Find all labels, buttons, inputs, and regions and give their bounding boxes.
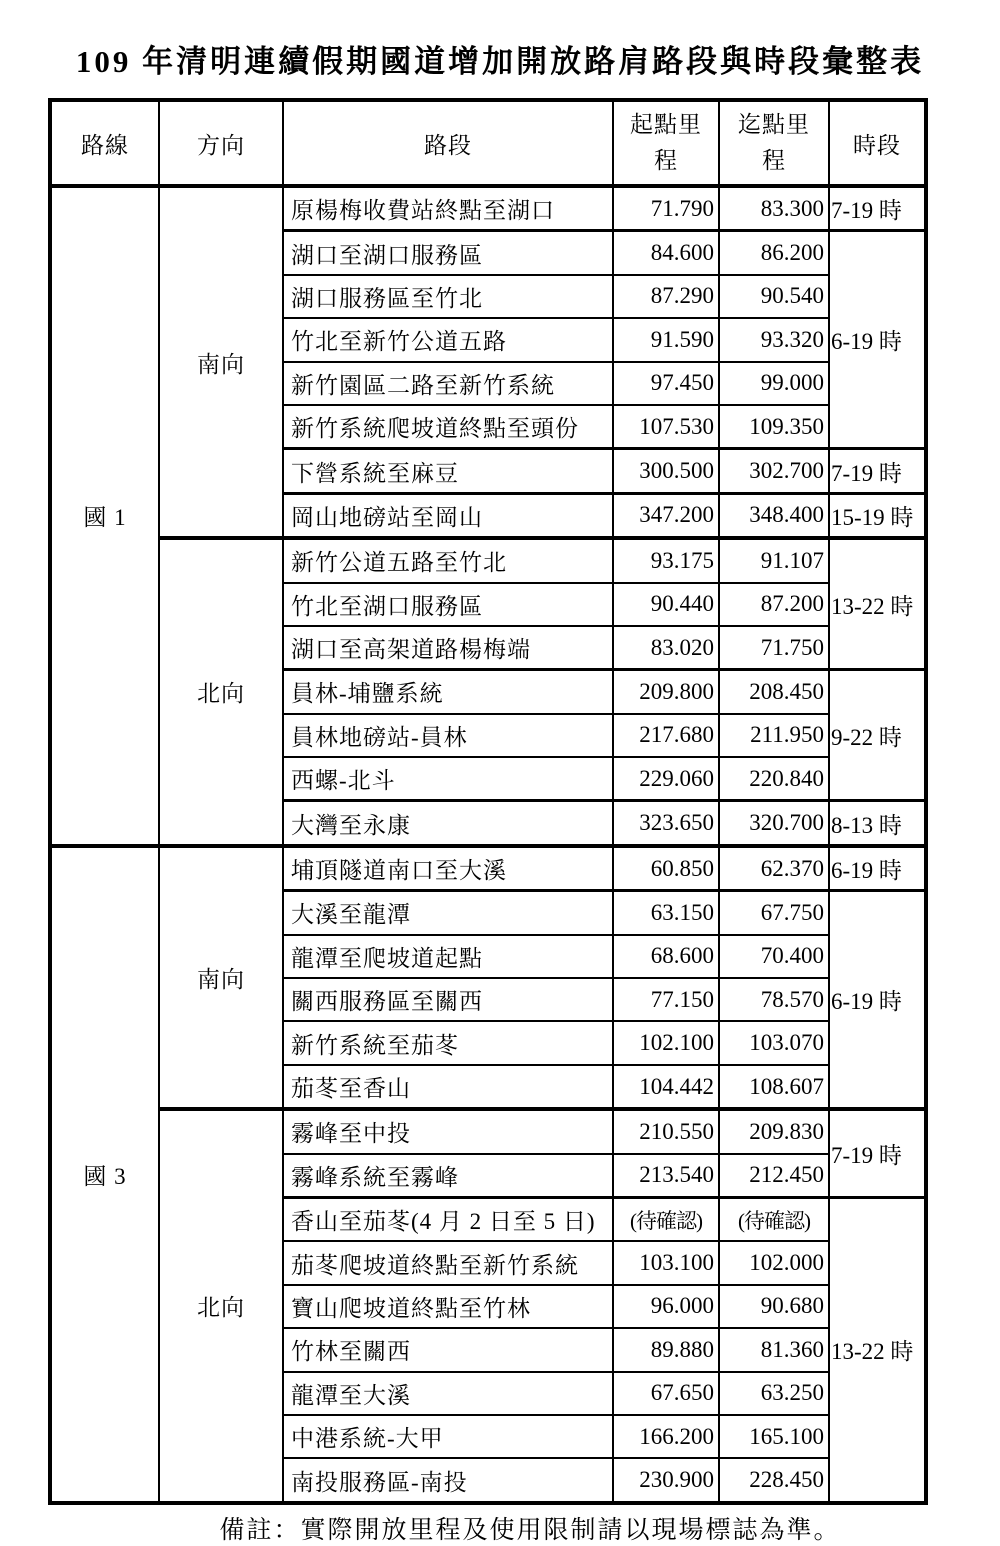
start-mileage-cell: 71.790 bbox=[613, 186, 719, 231]
start-mileage-cell: 63.150 bbox=[613, 891, 719, 935]
header-direction-label: 方向 bbox=[197, 132, 245, 158]
start-mileage-cell: 93.175 bbox=[613, 538, 719, 582]
start-mileage-cell: 60.850 bbox=[613, 846, 719, 891]
start-mileage-cell: 90.440 bbox=[613, 583, 719, 626]
start-mileage-cell: 102.100 bbox=[613, 1021, 719, 1064]
page-title: 109 年清明連續假期國道增加開放路肩路段與時段彙整表 bbox=[75, 44, 925, 79]
time-cell: 6-19 時 bbox=[829, 891, 926, 1109]
section-cell: 大溪至龍潭 bbox=[283, 891, 613, 935]
table-row bbox=[50, 846, 926, 891]
end-mileage-cell: 302.700 bbox=[719, 449, 829, 493]
start-mileage-cell: 84.600 bbox=[613, 231, 719, 275]
end-mileage-cell: 348.400 bbox=[719, 493, 829, 538]
header-section-label: 路段 bbox=[424, 132, 472, 158]
direction-cell: 南向 bbox=[159, 186, 283, 538]
start-mileage-cell: 77.150 bbox=[613, 978, 719, 1021]
end-mileage-cell: 99.000 bbox=[719, 362, 829, 405]
section-cell: 新竹園區二路至新竹系統 bbox=[283, 362, 613, 405]
section-cell: 茄苳至香山 bbox=[283, 1065, 613, 1109]
start-mileage-cell: 209.800 bbox=[613, 670, 719, 714]
end-mileage-cell: 91.107 bbox=[719, 538, 829, 582]
header-time bbox=[829, 100, 926, 186]
start-mileage-cell: 300.500 bbox=[613, 449, 719, 493]
section-cell: 竹北至新竹公道五路 bbox=[283, 318, 613, 361]
table-row bbox=[50, 1109, 926, 1153]
header-section bbox=[283, 100, 613, 186]
section-cell: 香山至茄苳(4 月 2 日至 5 日) bbox=[283, 1197, 613, 1241]
section-cell: 埔頂隧道南口至大溪 bbox=[283, 846, 613, 891]
end-mileage-cell: 62.370 bbox=[719, 846, 829, 891]
direction-cell: 南向 bbox=[159, 846, 283, 1109]
end-mileage-cell: 90.540 bbox=[719, 275, 829, 318]
end-mileage-cell: 83.300 bbox=[719, 186, 829, 231]
route-cell: 國 1 bbox=[50, 186, 159, 846]
time-cell: 9-22 時 bbox=[829, 670, 926, 801]
start-mileage-cell: 217.680 bbox=[613, 714, 719, 757]
section-cell: 下營系統至麻豆 bbox=[283, 449, 613, 493]
end-mileage-cell: 90.680 bbox=[719, 1285, 829, 1328]
section-cell: 中港系統-大甲 bbox=[283, 1415, 613, 1458]
section-cell: 霧峰至中投 bbox=[283, 1109, 613, 1153]
section-cell: 岡山地磅站至岡山 bbox=[283, 493, 613, 538]
start-mileage-cell: 229.060 bbox=[613, 757, 719, 801]
section-cell: 大灣至永康 bbox=[283, 801, 613, 846]
header-end-mileage-label: 迄點里程 bbox=[738, 112, 810, 173]
start-mileage-cell: 323.650 bbox=[613, 801, 719, 846]
time-cell: 13-22 時 bbox=[829, 538, 926, 670]
start-mileage-cell: 96.000 bbox=[613, 1285, 719, 1328]
end-mileage-cell: 320.700 bbox=[719, 801, 829, 846]
header-start-mileage bbox=[613, 100, 719, 186]
end-mileage-cell: 103.070 bbox=[719, 1021, 829, 1064]
section-cell: 員林地磅站-員林 bbox=[283, 714, 613, 757]
header-start-mileage-label: 起點里程 bbox=[630, 112, 702, 173]
end-mileage-cell: (待確認) bbox=[719, 1197, 829, 1241]
end-mileage-cell: 228.450 bbox=[719, 1458, 829, 1502]
section-cell: 龍潭至大溪 bbox=[283, 1372, 613, 1415]
time-cell: 6-19 時 bbox=[829, 231, 926, 449]
header-row bbox=[50, 100, 926, 186]
end-mileage-cell: 70.400 bbox=[719, 935, 829, 978]
summary-table bbox=[48, 98, 928, 1505]
section-cell: 關西服務區至關西 bbox=[283, 978, 613, 1021]
section-cell: 湖口至高架道路楊梅端 bbox=[283, 626, 613, 670]
start-mileage-cell: 91.590 bbox=[613, 318, 719, 361]
start-mileage-cell: 166.200 bbox=[613, 1415, 719, 1458]
direction-cell: 北向 bbox=[159, 1109, 283, 1503]
footnote: 備註：實際開放里程及使用限制請以現場標誌為準。 bbox=[219, 1516, 841, 1544]
header-end-mileage bbox=[719, 100, 829, 186]
end-mileage-cell: 86.200 bbox=[719, 231, 829, 275]
end-mileage-cell: 209.830 bbox=[719, 1109, 829, 1153]
start-mileage-cell: 87.290 bbox=[613, 275, 719, 318]
end-mileage-cell: 165.100 bbox=[719, 1415, 829, 1458]
section-cell: 新竹系統至茄苳 bbox=[283, 1021, 613, 1064]
time-cell: 7-19 時 bbox=[829, 186, 926, 231]
start-mileage-cell: 107.530 bbox=[613, 405, 719, 449]
start-mileage-cell: 213.540 bbox=[613, 1154, 719, 1198]
section-cell: 員林-埔鹽系統 bbox=[283, 670, 613, 714]
end-mileage-cell: 212.450 bbox=[719, 1154, 829, 1198]
start-mileage-cell: 104.442 bbox=[613, 1065, 719, 1109]
start-mileage-cell: 210.550 bbox=[613, 1109, 719, 1153]
section-cell: 湖口至湖口服務區 bbox=[283, 231, 613, 275]
section-cell: 龍潭至爬坡道起點 bbox=[283, 935, 613, 978]
time-cell: 7-19 時 bbox=[829, 449, 926, 493]
table-row bbox=[50, 186, 926, 231]
section-cell: 新竹系統爬坡道終點至頭份 bbox=[283, 405, 613, 449]
direction-cell: 北向 bbox=[159, 538, 283, 846]
end-mileage-cell: 93.320 bbox=[719, 318, 829, 361]
table-body bbox=[50, 186, 926, 1503]
end-mileage-cell: 211.950 bbox=[719, 714, 829, 757]
end-mileage-cell: 71.750 bbox=[719, 626, 829, 670]
start-mileage-cell: 68.600 bbox=[613, 935, 719, 978]
header-route-label: 路線 bbox=[81, 132, 129, 158]
section-cell: 原楊梅收費站終點至湖口 bbox=[283, 186, 613, 231]
section-cell: 竹北至湖口服務區 bbox=[283, 583, 613, 626]
end-mileage-cell: 108.607 bbox=[719, 1065, 829, 1109]
header-time-label: 時段 bbox=[853, 132, 901, 158]
end-mileage-cell: 63.250 bbox=[719, 1372, 829, 1415]
table-row bbox=[50, 538, 926, 582]
section-cell: 竹林至關西 bbox=[283, 1328, 613, 1371]
section-cell: 寶山爬坡道終點至竹林 bbox=[283, 1285, 613, 1328]
section-cell: 南投服務區-南投 bbox=[283, 1458, 613, 1502]
section-cell: 西螺-北斗 bbox=[283, 757, 613, 801]
time-cell: 15-19 時 bbox=[829, 493, 926, 538]
end-mileage-cell: 78.570 bbox=[719, 978, 829, 1021]
time-cell: 7-19 時 bbox=[829, 1109, 926, 1197]
start-mileage-cell: 97.450 bbox=[613, 362, 719, 405]
time-cell: 6-19 時 bbox=[829, 846, 926, 891]
table-header bbox=[50, 100, 926, 186]
end-mileage-cell: 220.840 bbox=[719, 757, 829, 801]
end-mileage-cell: 87.200 bbox=[719, 583, 829, 626]
start-mileage-cell: 103.100 bbox=[613, 1241, 719, 1284]
start-mileage-cell: 89.880 bbox=[613, 1328, 719, 1371]
section-cell: 新竹公道五路至竹北 bbox=[283, 538, 613, 582]
start-mileage-cell: 83.020 bbox=[613, 626, 719, 670]
section-cell: 霧峰系統至霧峰 bbox=[283, 1154, 613, 1198]
section-cell: 湖口服務區至竹北 bbox=[283, 275, 613, 318]
start-mileage-cell: 67.650 bbox=[613, 1372, 719, 1415]
start-mileage-cell: 347.200 bbox=[613, 493, 719, 538]
time-cell: 13-22 時 bbox=[829, 1197, 926, 1502]
end-mileage-cell: 109.350 bbox=[719, 405, 829, 449]
end-mileage-cell: 81.360 bbox=[719, 1328, 829, 1371]
end-mileage-cell: 67.750 bbox=[719, 891, 829, 935]
section-cell: 茄苳爬坡道終點至新竹系統 bbox=[283, 1241, 613, 1284]
header-route bbox=[50, 100, 159, 186]
time-cell: 8-13 時 bbox=[829, 801, 926, 846]
end-mileage-cell: 102.000 bbox=[719, 1241, 829, 1284]
start-mileage-cell: (待確認) bbox=[613, 1197, 719, 1241]
route-cell: 國 3 bbox=[50, 846, 159, 1503]
end-mileage-cell: 208.450 bbox=[719, 670, 829, 714]
header-direction bbox=[159, 100, 283, 186]
start-mileage-cell: 230.900 bbox=[613, 1458, 719, 1502]
